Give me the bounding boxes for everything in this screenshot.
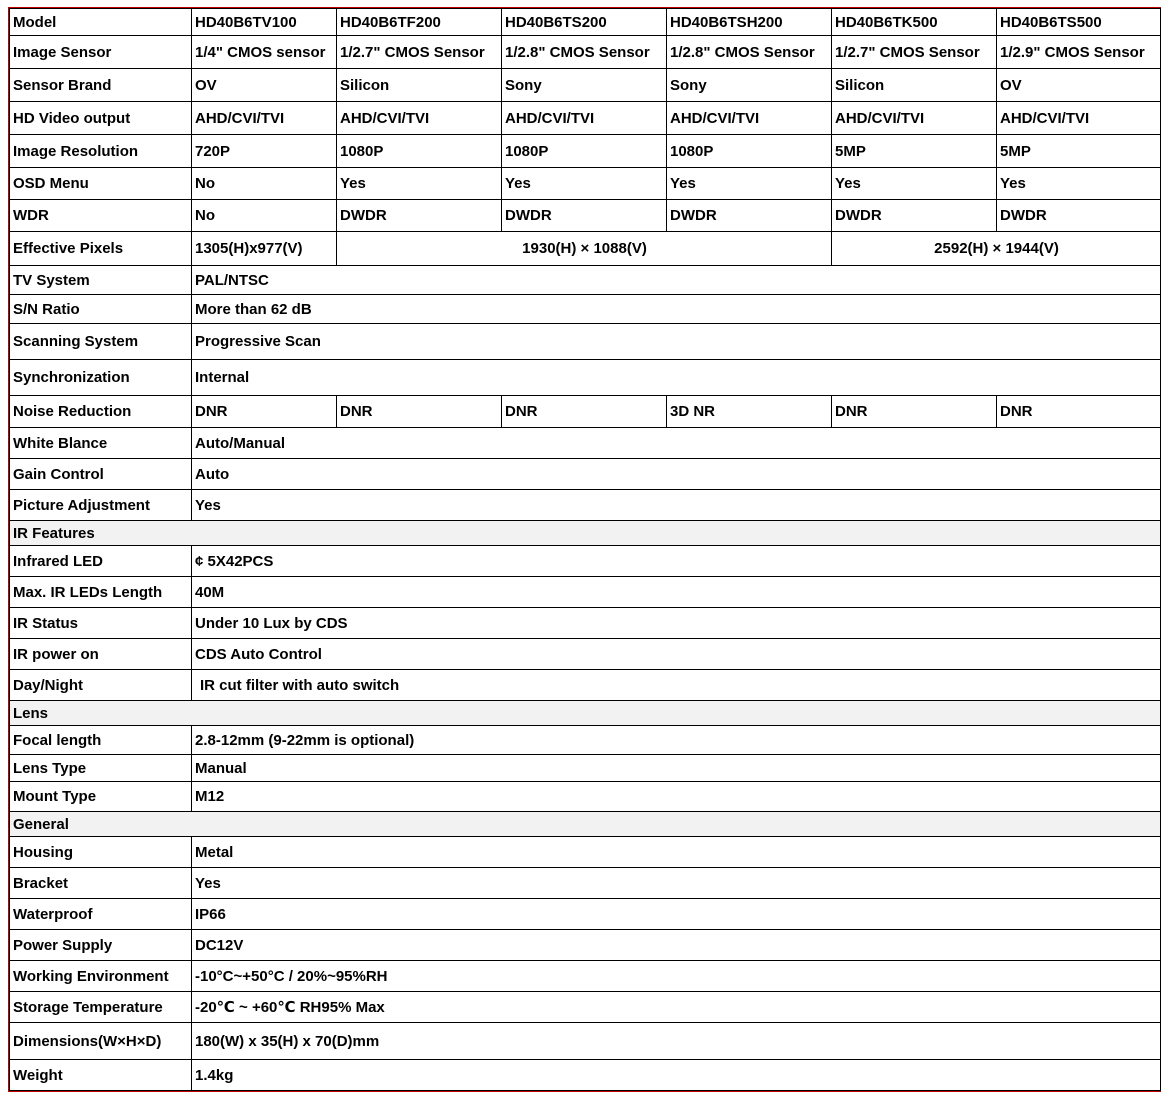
- row-label: HD Video output: [10, 102, 192, 135]
- row-label: White Blance: [10, 428, 192, 459]
- value-cell: DC12V: [192, 930, 1161, 961]
- value-cell: 1080P: [502, 135, 667, 168]
- row-label: Dimensions(W×H×D): [10, 1023, 192, 1060]
- row-synchronization: [10, 360, 1161, 396]
- value-cell: DWDR: [502, 200, 667, 232]
- row-label: TV System: [10, 266, 192, 295]
- value-cell: -10°C~+50°C / 20%~95%RH: [192, 961, 1161, 992]
- value-cell: DNR: [832, 396, 997, 428]
- row-focal-length: [10, 726, 1161, 755]
- value-cell: 180(W) x 35(H) x 70(D)mm: [192, 1023, 1161, 1060]
- section-ir-features: [10, 521, 1161, 546]
- value-cell: Under 10 Lux by CDS: [192, 608, 1161, 639]
- model-cell: HD40B6TF200: [337, 9, 502, 36]
- value-cell: Silicon: [337, 69, 502, 102]
- row-label: Weight: [10, 1060, 192, 1091]
- value-cell: DWDR: [832, 200, 997, 232]
- row-weight: [10, 1060, 1161, 1091]
- model-cell: HD40B6TV100: [192, 9, 337, 36]
- value-cell: Yes: [192, 490, 1161, 521]
- section-general: [10, 812, 1161, 837]
- value-cell: AHD/CVI/TVI: [832, 102, 997, 135]
- value-cell: Manual: [192, 755, 1161, 782]
- value-cell: DNR: [337, 396, 502, 428]
- row-white-balance: [10, 428, 1161, 459]
- value-cell: 5MP: [832, 135, 997, 168]
- row-scanning-system: [10, 324, 1161, 360]
- section-lens: [10, 701, 1161, 726]
- value-cell: OV: [192, 69, 337, 102]
- row-label: WDR: [10, 200, 192, 232]
- value-cell: More than 62 dB: [192, 295, 1161, 324]
- row-label: Mount Type: [10, 782, 192, 812]
- row-label: Synchronization: [10, 360, 192, 396]
- value-cell: IR cut filter with auto switch: [192, 670, 1161, 701]
- value-cell: Sony: [667, 69, 832, 102]
- row-label: Model: [10, 9, 192, 36]
- value-cell: No: [192, 168, 337, 200]
- row-lens-type: [10, 755, 1161, 782]
- model-cell: HD40B6TK500: [832, 9, 997, 36]
- row-label: Scanning System: [10, 324, 192, 360]
- row-label: Working Environment: [10, 961, 192, 992]
- value-cell: Yes: [832, 168, 997, 200]
- value-cell: 3D NR: [667, 396, 832, 428]
- row-label: IR Status: [10, 608, 192, 639]
- row-power-supply: [10, 930, 1161, 961]
- value-cell: Yes: [997, 168, 1161, 200]
- value-cell: M12: [192, 782, 1161, 812]
- row-image-resolution: [10, 135, 1161, 168]
- value-cell: 40M: [192, 577, 1161, 608]
- row-label: Infrared LED: [10, 546, 192, 577]
- value-cell: ¢ 5X42PCS: [192, 546, 1161, 577]
- value-cell: 1930(H) × 1088(V): [337, 232, 832, 266]
- value-cell: Sony: [502, 69, 667, 102]
- row-day-night: [10, 670, 1161, 701]
- row-osd-menu: [10, 168, 1161, 200]
- value-cell: Progressive Scan: [192, 324, 1161, 360]
- value-cell: 1/2.8" CMOS Sensor: [667, 36, 832, 69]
- row-label: Effective Pixels: [10, 232, 192, 266]
- model-cell: HD40B6TSH200: [667, 9, 832, 36]
- row-label: IR power on: [10, 639, 192, 670]
- row-label: Waterproof: [10, 899, 192, 930]
- row-label: Lens Type: [10, 755, 192, 782]
- section-title: General: [10, 812, 1161, 837]
- value-cell: DNR: [192, 396, 337, 428]
- value-cell: 1/2.7" CMOS Sensor: [337, 36, 502, 69]
- row-label: Storage Temperature: [10, 992, 192, 1023]
- row-storage-temperature: [10, 992, 1161, 1023]
- value-cell: 1305(H)x977(V): [192, 232, 337, 266]
- value-cell: DWDR: [337, 200, 502, 232]
- value-cell: 720P: [192, 135, 337, 168]
- value-cell: Yes: [502, 168, 667, 200]
- row-ir-status: [10, 608, 1161, 639]
- value-cell: 5MP: [997, 135, 1161, 168]
- value-cell: Yes: [192, 868, 1161, 899]
- value-cell: 1/2.7" CMOS Sensor: [832, 36, 997, 69]
- row-sensor-brand: [10, 69, 1161, 102]
- row-gain-control: [10, 459, 1161, 490]
- value-cell: IP66: [192, 899, 1161, 930]
- row-effective-pixels: [10, 232, 1161, 266]
- row-housing: [10, 837, 1161, 868]
- row-label: Sensor Brand: [10, 69, 192, 102]
- section-title: Lens: [10, 701, 1161, 726]
- value-cell: Auto: [192, 459, 1161, 490]
- value-cell: 1080P: [667, 135, 832, 168]
- model-cell: HD40B6TS500: [997, 9, 1161, 36]
- value-cell: OV: [997, 69, 1161, 102]
- row-bracket: [10, 868, 1161, 899]
- row-tv-system: [10, 266, 1161, 295]
- row-label: Focal length: [10, 726, 192, 755]
- section-title: IR Features: [10, 521, 1161, 546]
- row-working-environment: [10, 961, 1161, 992]
- row-picture-adjustment: [10, 490, 1161, 521]
- row-wdr: [10, 200, 1161, 232]
- value-cell: 1/4" CMOS sensor: [192, 36, 337, 69]
- value-cell: Yes: [337, 168, 502, 200]
- row-image-sensor: [10, 36, 1161, 69]
- row-label: Day/Night: [10, 670, 192, 701]
- value-cell: Auto/Manual: [192, 428, 1161, 459]
- value-cell: DNR: [997, 396, 1161, 428]
- row-label: Gain Control: [10, 459, 192, 490]
- row-dimensions: [10, 1023, 1161, 1060]
- value-cell: 1080P: [337, 135, 502, 168]
- value-cell: -20℃ ~ +60℃ RH95% Max: [192, 992, 1161, 1023]
- value-cell: DWDR: [667, 200, 832, 232]
- value-cell: No: [192, 200, 337, 232]
- value-cell: AHD/CVI/TVI: [667, 102, 832, 135]
- value-cell: 1/2.9" CMOS Sensor: [997, 36, 1161, 69]
- row-infrared-led: [10, 546, 1161, 577]
- value-cell: AHD/CVI/TVI: [997, 102, 1161, 135]
- model-cell: HD40B6TS200: [502, 9, 667, 36]
- row-ir-power-on: [10, 639, 1161, 670]
- value-cell: AHD/CVI/TVI: [192, 102, 337, 135]
- spec-table-container: [8, 7, 1161, 1092]
- row-label: Image Resolution: [10, 135, 192, 168]
- row-label: Bracket: [10, 868, 192, 899]
- row-waterproof: [10, 899, 1161, 930]
- value-cell: AHD/CVI/TVI: [502, 102, 667, 135]
- row-label: Housing: [10, 837, 192, 868]
- row-label: Noise Reduction: [10, 396, 192, 428]
- value-cell: Silicon: [832, 69, 997, 102]
- value-cell: 2.8-12mm (9-22mm is optional): [192, 726, 1161, 755]
- value-cell: CDS Auto Control: [192, 639, 1161, 670]
- value-cell: Internal: [192, 360, 1161, 396]
- value-cell: Yes: [667, 168, 832, 200]
- row-noise-reduction: [10, 396, 1161, 428]
- row-sn-ratio: [10, 295, 1161, 324]
- value-cell: 1.4kg: [192, 1060, 1161, 1091]
- row-max-ir-length: [10, 577, 1161, 608]
- row-hd-video-output: [10, 102, 1161, 135]
- row-label: Power Supply: [10, 930, 192, 961]
- value-cell: DWDR: [997, 200, 1161, 232]
- row-label: Picture Adjustment: [10, 490, 192, 521]
- value-cell: AHD/CVI/TVI: [337, 102, 502, 135]
- value-cell: 1/2.8" CMOS Sensor: [502, 36, 667, 69]
- value-cell: DNR: [502, 396, 667, 428]
- row-label: Image Sensor: [10, 36, 192, 69]
- row-label: Max. IR LEDs Length: [10, 577, 192, 608]
- value-cell: Metal: [192, 837, 1161, 868]
- row-label: S/N Ratio: [10, 295, 192, 324]
- spec-table: [9, 8, 1161, 1091]
- value-cell: PAL/NTSC: [192, 266, 1161, 295]
- value-cell: 2592(H) × 1944(V): [832, 232, 1161, 266]
- row-model: [10, 9, 1161, 36]
- row-label: OSD Menu: [10, 168, 192, 200]
- row-mount-type: [10, 782, 1161, 812]
